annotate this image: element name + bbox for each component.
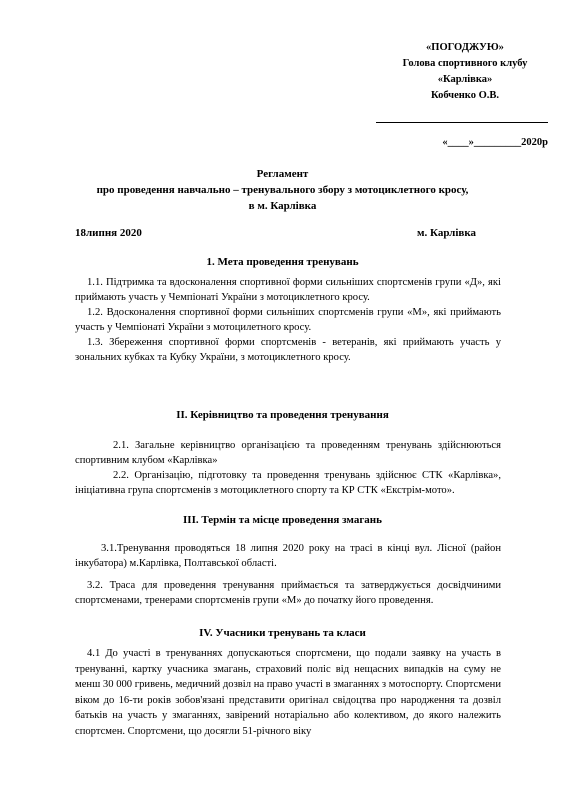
- section-3-paragraph-1: 3.1.Тренування проводяться 18 липня 2020 року на трасі в кінці вул. Лісної (район інкубатора) м.Карлівка, Полтавської області.: [75, 543, 501, 569]
- event-date: 18липня 2020: [75, 227, 142, 239]
- section-3-heading: ІІІ. Термін та місце проведення змагань: [183, 514, 382, 526]
- document-title: [0, 166, 565, 214]
- section-1-paragraph-1: 1.1. Підтримка та вдосконалення спортивної форми сильніших спортсменів групи «Д», які приймають участь у Чемпіонаті України з мотоциклетного кросу.: [75, 277, 501, 303]
- section-1-paragraph-2: 1.2. Вдосконалення спортивної форми сильніших спортсменів групи «М», які приймають участь у Чемпіонаті України з мотоцилетного кросу.: [75, 307, 501, 333]
- event-place: м. Карлівка: [417, 227, 477, 239]
- section-1-heading: 1. Мета проведення тренувань: [206, 256, 359, 268]
- signature-line: [376, 122, 548, 123]
- title-line-2: про проведення навчально – тренувального збору з мотоциклетного кросу,: [96, 184, 469, 196]
- approval-stamp: «ПОГОДЖУЮ»: [426, 42, 504, 53]
- approval-block: [356, 40, 565, 104]
- section-2-paragraph-1: 2.1. Загальне керівництво організацією та проведенням тренувань здійснюються спортивним клубом «Карлівка»: [75, 440, 501, 466]
- section-4-heading: ІV. Учасники тренувань та класи: [199, 627, 366, 639]
- title-line-3: в м. Карлівка: [248, 200, 317, 212]
- approval-club: «Карлівка»: [437, 74, 493, 85]
- section-2-paragraph-2: 2.2. Організацію, підготовку та проведення тренувань здійснює СТК «Карлівка», ініціативна група спортсменів з мотоциклетного спорту та КР СТК «Екстрім-мото».: [75, 470, 501, 496]
- approval-date: «____»_________2020р: [442, 137, 548, 148]
- section-1-paragraph-3: 1.3. Збереження спортивної форми спортсменів - ветеранів, які приймають участь у зональних кубках та Кубку України, з мотоциклетного кросу.: [75, 337, 501, 363]
- section-3-paragraph-2: 3.2. Траса для проведення тренування приймається та затверджується досвідчиними спортсменами, тренерами спортсменів групи «М» до початку його проведення.: [75, 580, 501, 606]
- approval-signatory: Кобченко О.В.: [430, 90, 500, 101]
- approval-position: Голова спортивного клубу: [402, 58, 528, 69]
- title-line-1: Регламент: [256, 168, 309, 180]
- section-2-heading: ІІ. Керівництво та проведення тренування: [176, 409, 389, 421]
- section-4-paragraph-1: 4.1 До участі в тренуваннях допускаються спортсмени, що подали заявку на участь в тренуванні, картку учасника змагань, страховий поліс від нещасних випадків на суму не менш 30 000 гривень, медичний дозвіл на право участі в змаганнях з мотоспорту. Спортсмени віком до 16-ти років зобов'язані представити оригінал свідоцтва про народження та дозвіл батьків на участь у змаганнях, завірений нотаріально або колективом, до якого належить спортсмен. Спортсмени, що досягли 51-річного віку: [75, 648, 501, 737]
